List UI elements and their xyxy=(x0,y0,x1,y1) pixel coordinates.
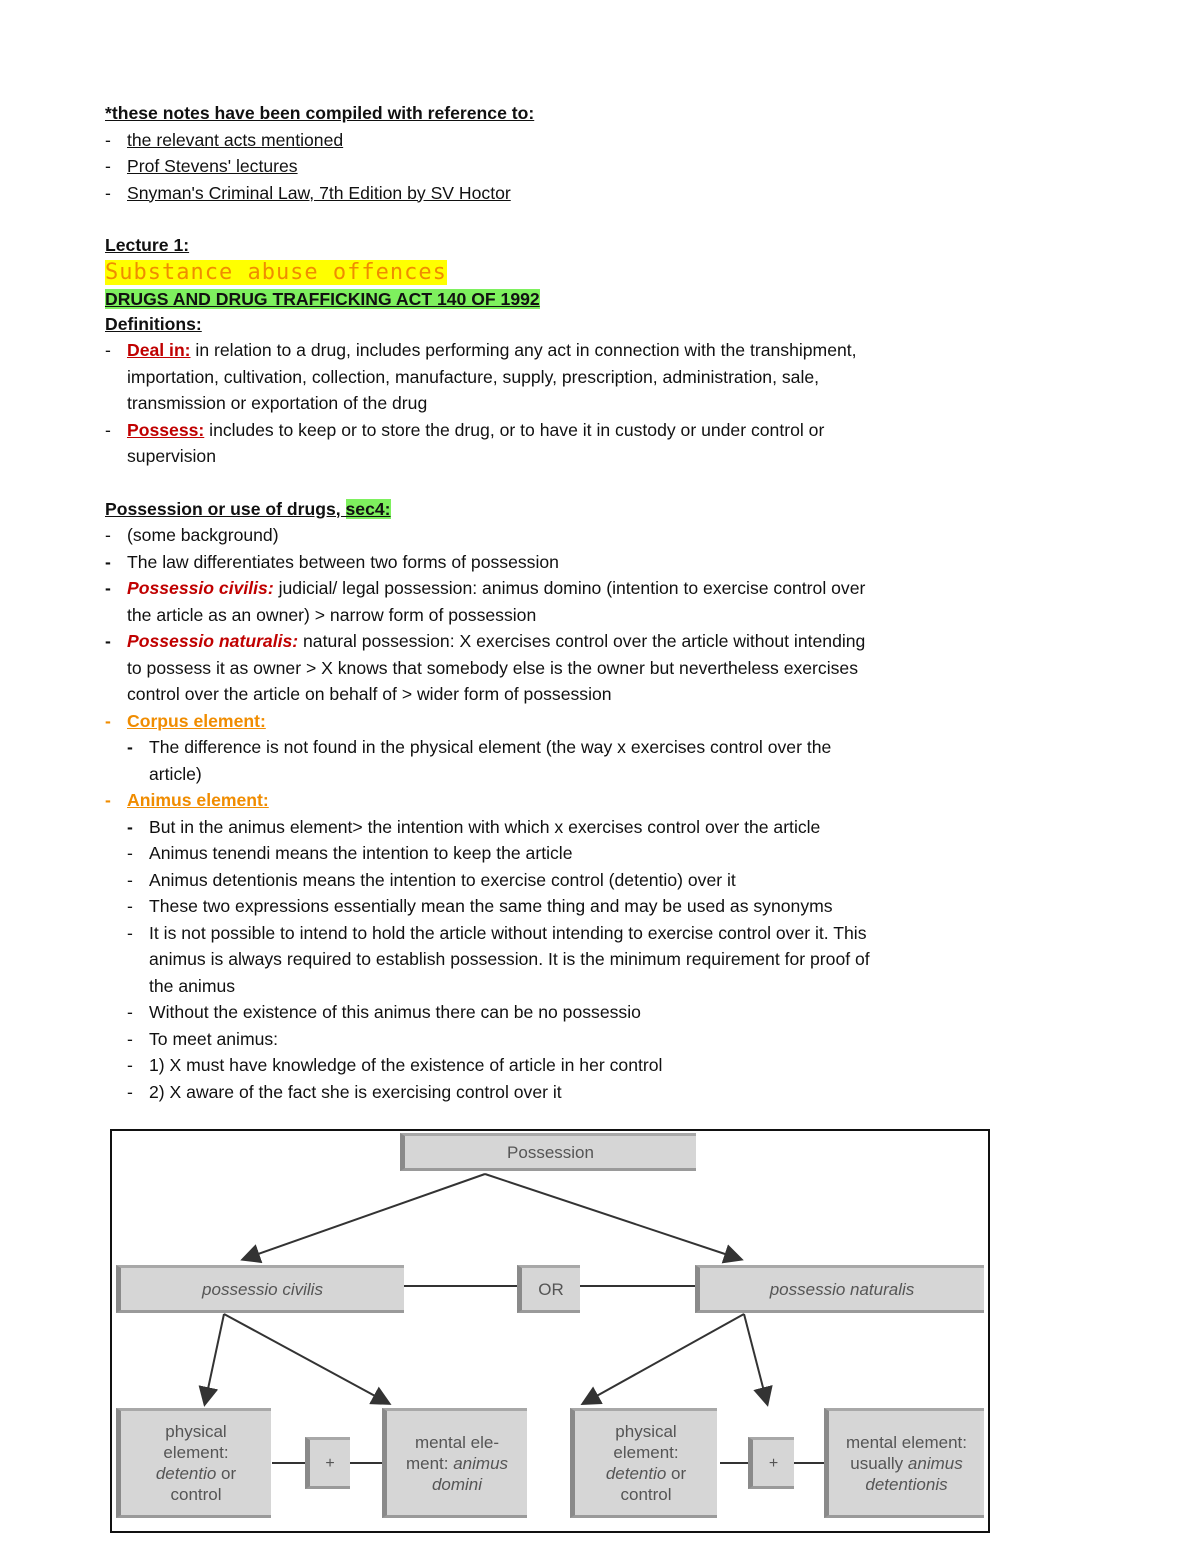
definition-text: includes to keep or to store the drug, or to have it in custody or under control or xyxy=(204,419,825,440)
label-line: ment: xyxy=(405,1453,454,1473)
animus-text: 1) X must have knowledge of the existence of article in her control xyxy=(149,1055,663,1075)
animus-text: Without the existence of this animus there can be no possessio xyxy=(149,1002,641,1022)
document-page xyxy=(105,100,1005,1105)
arrow-right-physical xyxy=(584,1314,744,1403)
list-item: - Prof Stevens' lectures xyxy=(105,156,298,176)
label-line: element: xyxy=(163,1443,229,1462)
label-term: domini xyxy=(431,1474,483,1494)
definition-term: Possess: xyxy=(127,419,205,440)
list-item: - (some background) xyxy=(105,525,279,545)
label-line: physical xyxy=(615,1422,677,1441)
label-line: element: xyxy=(613,1443,679,1462)
box-right-mental xyxy=(824,1408,984,1518)
act-line xyxy=(105,287,1005,311)
corpus-text: article) xyxy=(149,763,202,784)
list-item-cont xyxy=(105,602,1005,629)
possession-heading-line xyxy=(105,496,1005,523)
animus-text: Animus detentionis means the intention to exercise control (detentio) over it xyxy=(149,869,736,890)
animus-text: the animus xyxy=(149,975,236,996)
animus-text: 2) X aware of the fact she is exercising control over it xyxy=(149,1081,562,1102)
naturalis-cont: to possess it as owner > X knows that somebody else is the owner but nevertheless exercises xyxy=(127,657,858,678)
civilis-text: judicial/ legal possession: animus domino (intention to exercise control over xyxy=(273,578,866,598)
topic-title: Substance abuse offences xyxy=(105,259,447,285)
list-item-text: (some background) xyxy=(127,525,279,545)
civilis-cont: the article as an owner) > narrow form of possession xyxy=(127,604,537,625)
definition-text: importation, cultivation, collection, manufacture, supply, prescription, administration, sale, xyxy=(127,366,820,387)
naturalis-cont: control over the article on behalf of > wider form of possession xyxy=(127,684,612,704)
box-right-mental-label xyxy=(846,1432,967,1495)
list-item: - Corpus element: xyxy=(105,710,266,731)
label-line: control xyxy=(170,1485,222,1504)
section-badge: sec4: xyxy=(345,498,391,519)
references-heading: *these notes have been compiled with reference to: xyxy=(105,103,535,123)
list-item: - Animus element: xyxy=(105,790,269,810)
reference-item: Snyman's Criminal Law, 7th Edition by SV Hoctor xyxy=(127,182,511,203)
box-plus-right: + xyxy=(748,1437,794,1489)
animus-text: But in the animus element> the intention with which x exercises control over the article xyxy=(149,816,821,837)
sub-list-item: - Animus detentionis means the intention to exercise control (detentio) over it xyxy=(127,869,736,890)
label-line: or xyxy=(216,1464,237,1483)
list-item: - the relevant acts mentioned xyxy=(105,129,344,150)
box-left-mental-label xyxy=(406,1432,508,1495)
box-right-physical-label xyxy=(606,1421,686,1505)
sub-list-item: - 1) X must have knowledge of the existence of article in her control xyxy=(127,1055,663,1075)
sub-list-item: - To meet animus: xyxy=(127,1028,279,1049)
label-term: detentio xyxy=(155,1464,217,1483)
definition-text: in relation to a drug, includes performing any act in connection with the transhipment, xyxy=(190,340,857,360)
animus-text: These two expressions essentially mean the same thing and may be used as synonyms xyxy=(149,896,833,916)
list-item: - Possessio civilis: judicial/ legal possession: animus domino (intention to exercise control over xyxy=(105,578,866,598)
sub-list-item: - It is not possible to intend to hold the article without intending to exercise control over it. This xyxy=(127,922,867,943)
label-term: animus xyxy=(907,1453,963,1473)
list-item-text: The law differentiates between two forms of possession xyxy=(127,551,559,572)
list-item-cont xyxy=(105,681,1005,708)
naturalis-term: Possessio naturalis: xyxy=(127,631,299,651)
reference-item: Prof Stevens' lectures xyxy=(127,156,298,176)
definition-term: Deal in: xyxy=(127,340,191,360)
box-possession: Possession xyxy=(400,1133,696,1171)
box-left-physical-label xyxy=(156,1421,236,1505)
label-line: physical xyxy=(165,1422,227,1441)
topic-line xyxy=(105,259,1005,287)
label-term: detentio xyxy=(605,1464,667,1483)
arrow-root-right xyxy=(485,1174,740,1259)
definition-cont xyxy=(105,364,1005,391)
sub-list-item-cont xyxy=(105,946,1005,973)
sub-list-item: - Without the existence of this animus there can be no possessio xyxy=(127,1002,641,1022)
sub-list-item-cont xyxy=(105,973,1005,1000)
list-item: - Possessio naturalis: natural possession: X exercises control over the article without intending xyxy=(105,631,866,651)
reference-item: the relevant acts mentioned xyxy=(127,129,344,150)
arrow-left-mental xyxy=(224,1314,388,1403)
sub-list-item: - But in the animus element> the intention with which x exercises control over the article xyxy=(127,816,821,837)
animus-heading: Animus element: xyxy=(127,790,269,810)
box-left-physical xyxy=(116,1408,271,1518)
label-line: mental ele- xyxy=(414,1432,500,1452)
label-line: or xyxy=(666,1464,687,1483)
box-left-mental xyxy=(382,1408,527,1518)
animus-text: To meet animus: xyxy=(149,1028,279,1049)
arrow-left-physical xyxy=(205,1314,224,1403)
corpus-text: The difference is not found in the physical element (the way x exercises control over the xyxy=(149,737,832,757)
definition-cont xyxy=(105,443,1005,470)
animus-text: animus is always required to establish possession. It is the minimum requirement for proof of xyxy=(149,949,870,969)
label-line: control xyxy=(620,1485,672,1504)
act-title: DRUGS AND DRUG TRAFFICKING ACT 140 OF 1992 xyxy=(105,288,540,309)
box-plus-left: + xyxy=(305,1437,350,1489)
definition-item: - Possess: includes to keep or to store the drug, or to have it in custody or under control or xyxy=(105,419,825,440)
box-possessio-civilis: possessio civilis xyxy=(116,1265,404,1313)
list-item: - The law differentiates between two forms of possession xyxy=(105,551,559,572)
box-right-physical xyxy=(570,1408,717,1518)
label-term: detentionis xyxy=(865,1474,948,1494)
naturalis-text: natural possession: X exercises control over the article without intending xyxy=(298,631,866,651)
animus-text: Animus tenendi means the intention to keep the article xyxy=(149,843,573,863)
possession-diagram xyxy=(110,1129,990,1533)
sub-list-item: - The difference is not found in the physical element (the way x exercises control over the xyxy=(127,737,832,757)
label-line: usually xyxy=(850,1453,908,1473)
box-possessio-naturalis: possessio naturalis xyxy=(695,1265,984,1313)
animus-text: It is not possible to intend to hold the article without intending to exercise control over it. This xyxy=(149,922,867,943)
definition-text: transmission or exportation of the drug xyxy=(127,393,428,413)
list-item-cont xyxy=(105,655,1005,682)
definition-item: - Deal in: in relation to a drug, includes performing any act in connection with the transhipment, xyxy=(105,340,857,360)
definition-cont xyxy=(105,390,1005,417)
civilis-term: Possessio civilis: xyxy=(127,578,274,598)
sub-list-item-cont xyxy=(105,761,1005,788)
box-or: OR xyxy=(517,1265,580,1313)
lecture-title: Lecture 1: xyxy=(105,235,190,255)
possession-heading: Possession or use of drugs, xyxy=(105,498,346,519)
corpus-heading: Corpus element: xyxy=(127,710,266,731)
arrow-right-mental xyxy=(744,1314,767,1403)
definitions-heading: Definitions: xyxy=(105,313,202,334)
sub-list-item: - 2) X aware of the fact she is exercising control over it xyxy=(127,1081,562,1102)
sub-list-item: - These two expressions essentially mean the same thing and may be used as synonyms xyxy=(127,896,833,916)
list-item: - Snyman's Criminal Law, 7th Edition by SV Hoctor xyxy=(105,182,511,203)
label-term: animus xyxy=(453,1453,509,1473)
sub-list-item: - Animus tenendi means the intention to keep the article xyxy=(127,843,573,863)
label-line: mental element: xyxy=(846,1432,967,1452)
arrow-root-left xyxy=(244,1174,485,1259)
definition-text: supervision xyxy=(127,446,216,466)
